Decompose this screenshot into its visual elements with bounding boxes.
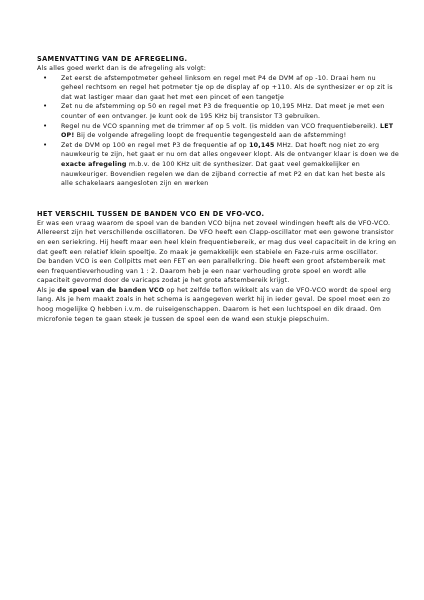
bullet-icon: • (43, 73, 48, 82)
verschil-paragraphs (37, 219, 399, 325)
bullet-icon: • (43, 102, 48, 111)
text-run: op het zelfde teflon wikkelt als van de VFO-VCO wordt de spoel erg lang. Als je hem maakt zoals in het schema is aangegeven werkt hij in ieder geval. De spoel moet een zo hoog mogelijke Q hebben i.v.m. de ruiseigenschappen. Daarom is het een luchtspoel en dik draad. Om microfonie tegen te gaan steek je tussen de spoel een de wand een stukje piepschuim. (37, 286, 392, 323)
text-run: Regel nu de VCO spanning met de trimmer af op 5 volt. (is midden van VCO frequentiebereik). (61, 122, 381, 130)
paragraph (37, 219, 399, 229)
afregeling-steps-list (37, 74, 399, 189)
list-item (43, 140, 399, 189)
list-item (43, 102, 399, 121)
list-item (43, 121, 399, 141)
paragraph (37, 286, 399, 324)
text-run: Zet nu de afstemming op 50 en regel met P3 de frequentie op 10,195 MHz. Dat meet je met een counter of een ontvanger. Je kunt ook de 195 KHz bij transistor T3 gebruiken. (61, 103, 385, 120)
list-item (43, 73, 399, 103)
section-title-afregeling: SAMENVATTING VAN DE AFREGELING. (37, 55, 188, 63)
text-run: Er was een vraag waarom de spoel van de banden VCO bijna net zoveel windingen heeft als de VFO-VCO. (37, 219, 391, 227)
intro-text: Als alles goed werkt dan is de afregeling als volgt: (37, 65, 207, 72)
bold-text-run: exacte afregeling (61, 160, 127, 168)
bold-text-run: 10,145 (249, 141, 275, 149)
document-page (37, 55, 399, 324)
text-run: Als je (37, 286, 58, 294)
bold-text-run: LET OP! (61, 122, 394, 140)
bullet-icon: • (43, 121, 48, 130)
section-title-verschil: HET VERSCHIL TUSSEN DE BANDEN VCO EN DE VFO-VCO. (37, 209, 265, 218)
text-run: MHz. Dat hoeft nog niet zo erg nauwkeurig te zijn, het gaat er nu om dat alles ongeveer klopt. Als de ontvanger klaar is doen we de (61, 141, 399, 159)
paragraph (37, 257, 399, 286)
text-run: m.b.v. de 100 KHz uit de synthesizer. Dat gaat veel gemakkelijker en nauwkeuriger. Bovendien regelen we dan de zijband correctie af met P2 en dat kan het beste als alle schakelaars aangesloten zijn en werken (61, 160, 386, 188)
text-run: De banden VCO is een Collpitts met een FET en een parallelkring. Die heeft een groot afstembereik met een frequentieverhouding van 1 : 2. Daarom heb je een naar verhouding grote spoel en wordt alle capaciteit gevormd door de varicaps zodat je het grote afstembereik krijgt. (37, 258, 386, 285)
text-run: Bij de volgende afregeling loopt de frequentie tegengesteld aan de afstemming! (74, 132, 347, 140)
text-run: Zet de DVM op 100 en regel met P3 de frequentie af op (61, 141, 250, 149)
paragraph (37, 228, 399, 257)
text-run: Zet eerst de afstempotmeter geheel linksom en regel met P4 de DVM af op -10. Draai hem nu geheel rechtsom en regel het potmeter tje op de display af op +110. Als de synthesizer er op zit is dat wat lastiger maar dan gaat het met een pincet of een tangetje (61, 74, 393, 101)
bullet-icon: • (43, 140, 48, 149)
bold-text-run: de spoel van de banden VCO (57, 286, 165, 294)
text-run: Allereerst zijn het verschillende oscillatoren. De VFO heeft een Clapp-oscillator met een gewone transistor en een seriekring. Hij heeft maar een heel klein frequentiebereik, er mag dus veel capaciteit in de kring en dat geeft een relatief klein spoeltje. Zo maak je gemakkelijk een stabiele en Faze-ruis arme oscillator. (37, 229, 397, 256)
